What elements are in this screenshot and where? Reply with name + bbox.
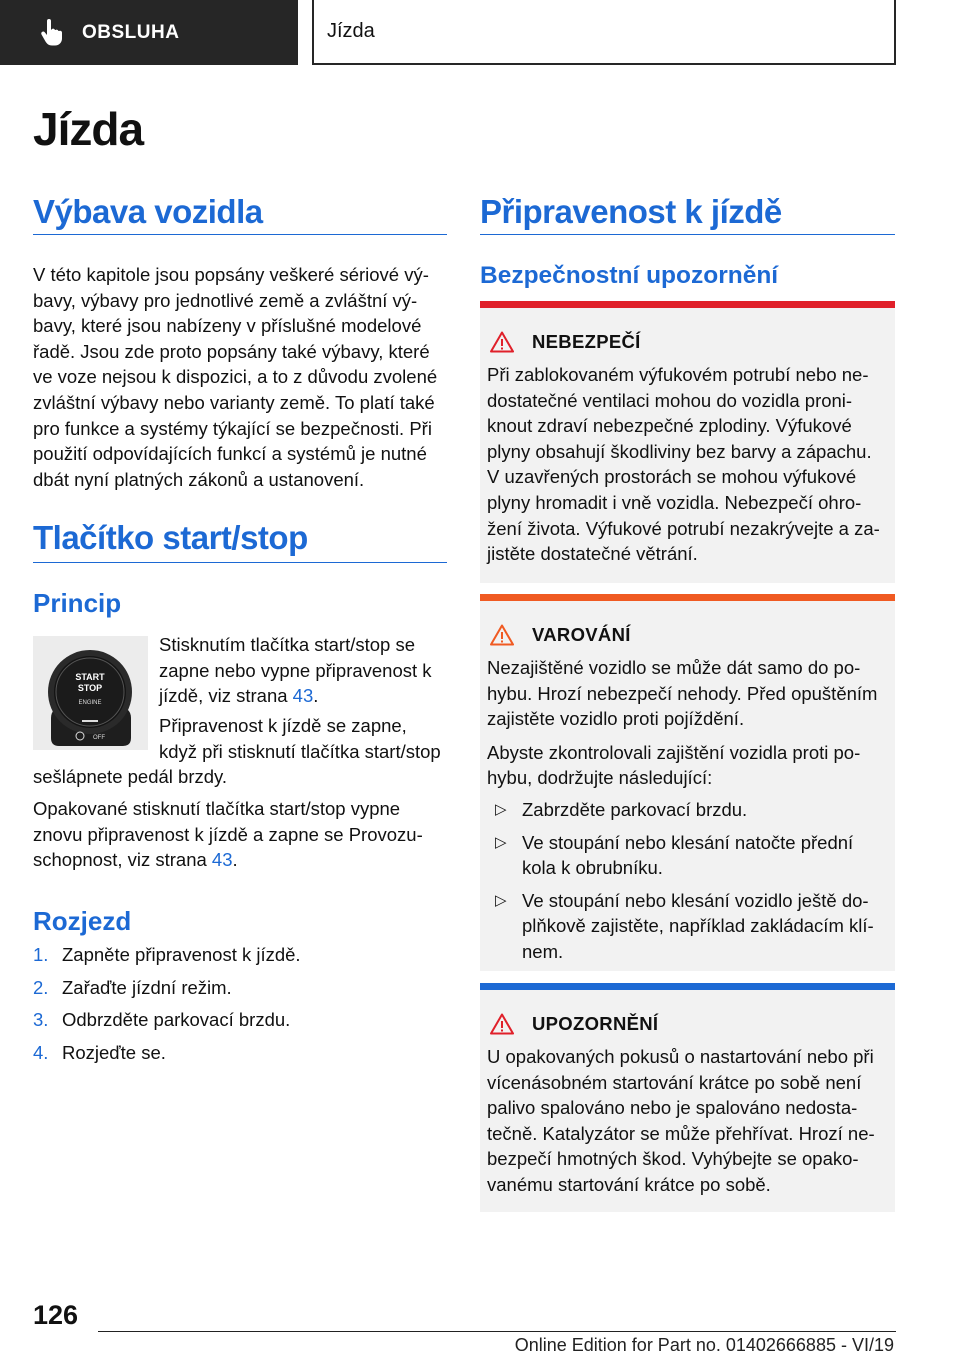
header-section-tab[interactable] (0, 0, 298, 65)
footer-rule (98, 1331, 896, 1332)
header-chapter-box (312, 0, 896, 65)
heading-rule (480, 234, 895, 235)
danger-text: Při zablokovaném výfukovém potrubí nebo ne- dostatečné ventilaci mohou do vozidla proni- knout zdraví nebezpečné zplodiny. Výfukové plyny obsahují škodliviny bez barvy a zápachu. V uzavřených prostorách se mohou výfukové plyny hromadit i vně vozidla. Nebezpečí ohro- žení života. Výfukové potrubí nezakrývejte a za- jistěte dostatečné větrání. (487, 364, 880, 565)
danger-bar (480, 301, 895, 308)
warning-title: VAROVÁNÍ (532, 624, 631, 645)
page-link-43[interactable]: 43 (292, 685, 314, 707)
heading-rule (33, 234, 447, 235)
hand-pointer-icon (38, 19, 64, 47)
heading-rule (33, 562, 447, 563)
warning-bullets (480, 797, 895, 965)
page-number: 126 (33, 1300, 79, 1330)
heading-vybava-vozidla: Výbava vozidla (33, 193, 263, 230)
paragraph-vybava: V této kapitole jsou popsány veškeré sériové vý- bavy, výbavy pro jednotlivé země a zvláštní vý- bavy, které jsou nabízeny v příslušné modelové řadě. Jsou zde proto popsány také výbavy, které ve voze nejsou k dispozici, a to z důvodu zvolené zvláštní výbavy nebo varianty země. To platí také pro funkce a systémy týkající se bezpečnosti. Při použití odpovídajících funkcí a systémů je nutné dbát nyní platných zákonů a ustanovení. (33, 264, 438, 490)
subheading-bezpecnostni-upozorneni: Bezpečnostní upozornění (480, 262, 779, 289)
danger-box (480, 301, 895, 583)
list-item: 2. Zařaďte jízdní režim. (33, 976, 232, 998)
bullet-triangle-icon: ▷ (495, 800, 507, 818)
start-stop-button-illustration (33, 636, 148, 750)
warning-box (480, 594, 895, 971)
page-link-43[interactable]: 43 (211, 849, 233, 871)
notice-title: UPOZORNĚNÍ (532, 1013, 659, 1034)
warning-triangle-icon (490, 331, 514, 353)
danger-header (490, 330, 895, 354)
subheading-princip: Princip (33, 588, 122, 618)
header-chapter-label: Jízda (327, 20, 375, 42)
subheading-rozjezd: Rozjezd (33, 906, 132, 936)
paragraph-princip-3: Opakované stisknutí tlačítka start/stop vypne znovu připravenost k jízdě a zapne se Provozu- schopnost, viz strana 43. (33, 798, 423, 871)
rozjezd-steps (33, 942, 301, 1072)
warning-header (490, 623, 895, 647)
bullet-triangle-icon: ▷ (495, 891, 507, 909)
start-stop-button-image (33, 636, 148, 750)
svg-text:ENGINE: ENGINE (78, 700, 102, 706)
page-title: Jízda (33, 103, 144, 155)
svg-text:OFF: OFF (93, 735, 105, 741)
svg-text:START: START (75, 672, 105, 682)
bullet-triangle-icon: ▷ (495, 833, 507, 851)
warning-triangle-icon (490, 624, 514, 646)
notice-header (490, 1012, 895, 1036)
footer-edition: Online Edition for Part no. 01402666885 - VI/19 (514, 1335, 894, 1355)
svg-text:STOP: STOP (77, 683, 103, 693)
paragraph-princip-1: Stisknutím tlačítka start/stop se zapne nebo vypne připravenost k jízdě, viz strana 43. (159, 634, 432, 707)
paragraph-princip-2a: Připravenost k jízdě se zapne, když při stisknutí tlačítka start/stop (159, 715, 441, 762)
warning-text-2: Abyste zkontrolovali zajištění vozidla proti po- hybu, dodržujte následující: (487, 741, 861, 789)
paragraph-princip-2b: sešlápnete pedál brzdy. (33, 766, 228, 787)
warning-text-1: Nezajištěné vozidlo se může dát samo do po- hybu. Hrozí nebezpečí nehody. Před opuštěním zajistěte vozidlo proti pojíždění. (487, 657, 878, 730)
warning-bar (480, 594, 895, 601)
list-item: ▷ Zabrzděte parkovací brzdu. (495, 797, 895, 823)
header-section-label: OBSLUHA (82, 21, 180, 43)
notice-text: U opakovaných pokusů o nastartování nebo při vícenásobném startování krátce po sobě není palivo spalováno nebo je spalováno nedosta- tečně. Katalyzátor se může přehřívat. Hrozí ne- bezpečí hmotných škod. Vyhýbejte se opako- vanému startování krátce po sobě. (487, 1046, 875, 1195)
heading-pripravenost: Připravenost k jízdě (480, 193, 782, 230)
list-item: ▷ Ve stoupání nebo klesání vozidlo ještě do- plňkově zajistěte, například zakládacím klí- nem. (495, 888, 895, 965)
list-item: ▷ Ve stoupání nebo klesání natočte přední kola k obrubníku. (495, 830, 895, 881)
notice-bar (480, 983, 895, 990)
list-item: 3. Odbrzděte parkovací brzdu. (33, 1009, 291, 1030)
list-item: 4. Rozjeďte se. (33, 1041, 166, 1063)
notice-box (480, 983, 895, 1212)
danger-title: NEBEZPEČÍ (532, 331, 641, 352)
warning-triangle-icon (490, 1013, 514, 1035)
heading-tlacitko-start-stop: Tlačítko start/stop (33, 519, 308, 556)
list-item: 1. Zapněte připravenost k jízdě. (33, 944, 301, 965)
